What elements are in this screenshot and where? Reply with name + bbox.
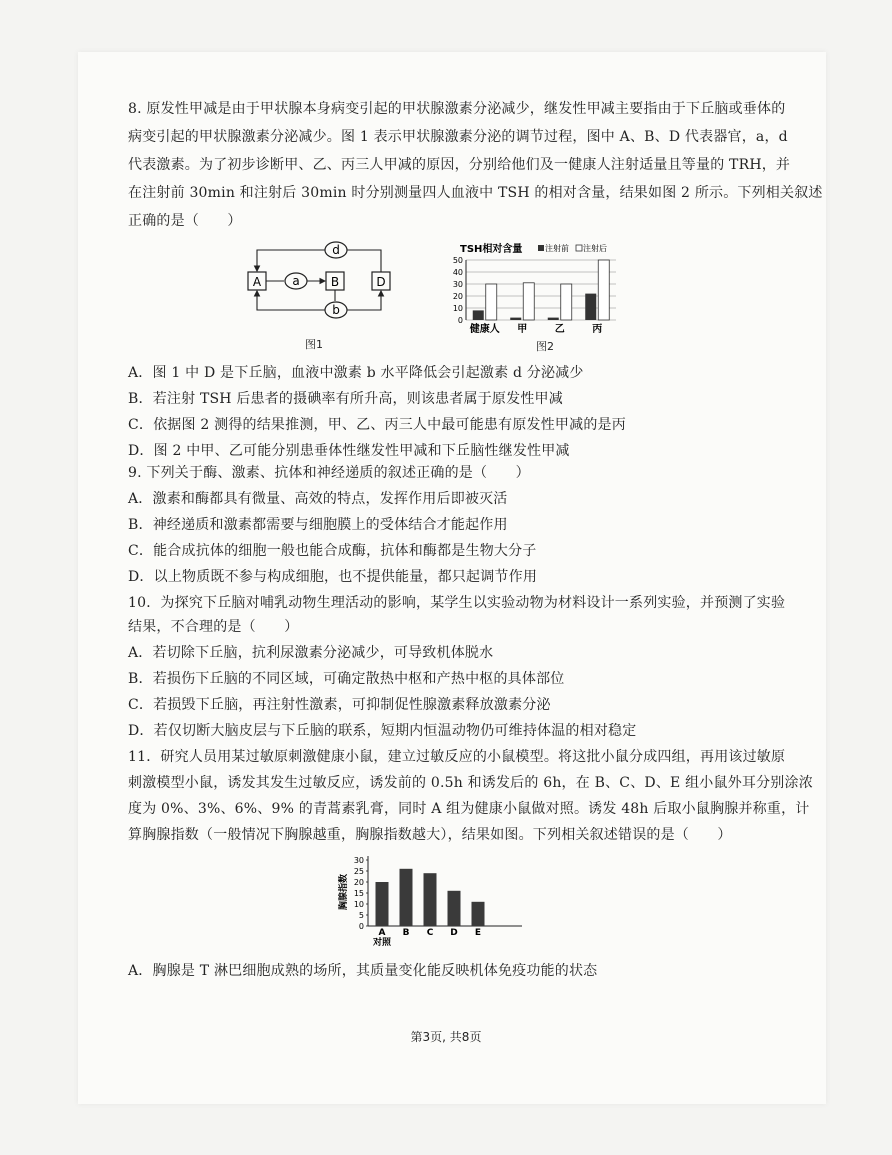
q10-stem-line-2: 结果，不合理的是（ ）: [128, 619, 299, 635]
q8-option-d: D．图 2 中甲、乙可能分别患垂体性继发性甲减和下丘脑性继发性甲减: [128, 443, 570, 459]
q10-option-b: B．若损伤下丘脑的不同区域，可确定散热中枢和产热中枢的具体部位: [128, 671, 565, 687]
fig2-y-tick: 0: [457, 316, 463, 325]
organ-B-label: B: [330, 275, 340, 289]
fig2-category-label: 乙: [554, 324, 565, 335]
fig2-bar-before: [585, 294, 596, 320]
fig3-category-label: B: [402, 928, 410, 938]
q11-stem-line-3: 度为 0%、3%、6%、9% 的青蒿素乳膏，同时 A 组为健康小鼠做对照。诱发 48h 后取小鼠胸腺并称重，计: [128, 801, 810, 817]
fig3-y-tick: 30: [353, 856, 364, 865]
fig3-y-label: 胸腺指数: [339, 873, 349, 911]
q8-stem-line-2: 病变引起的甲状腺激素分泌减少。图 1 表示甲状腺激素分泌的调节过程，图中 A、B、D 代表器官，a，d: [128, 129, 788, 145]
figure-1-caption: 图1: [305, 338, 323, 351]
fig3-bar: [376, 882, 389, 926]
hormone-a-label: a: [292, 274, 300, 288]
fig2-bar-after: [561, 284, 572, 320]
figure-2-chart: [440, 238, 620, 338]
fig3-y-tick: 10: [353, 900, 364, 909]
fig2-bar-before: [548, 318, 559, 320]
q11-stem-line-2: 刺激模型小鼠，诱发其发生过敏反应，诱发前的 0.5h 和诱发后的 6h，在 B、C、D、E 组小鼠外耳分别涂浓: [128, 775, 813, 791]
q8-stem-line-1: 8. 原发性甲减是由于甲状腺本身病变引起的甲状腺激素分泌减少，继发性甲减主要指由于下丘脑或垂体的: [128, 101, 786, 117]
fig2-bar-after: [486, 284, 497, 320]
organ-D-label: D: [376, 275, 386, 289]
q10-option-c: C．若损毁下丘脑，再注射性激素，可抑制促性腺激素释放激素分泌: [128, 697, 551, 713]
q9-option-a: A．激素和酶都具有微量、高效的特点，发挥作用后即被灭活: [128, 491, 508, 507]
fig3-category-label: E: [474, 928, 482, 938]
q8-stem-line-3: 代表激素。为了初步诊断甲、乙、丙三人甲减的原因，分别给他们及一健康人注射适量且等量的 TRH，并: [128, 157, 791, 173]
q11-option-a: A．胸腺是 T 淋巴细胞成熟的场所，其质量变化能反映机体免疫功能的状态: [128, 963, 598, 979]
fig2-bar-after: [598, 260, 609, 320]
q8-option-b: B．若注射 TSH 后患者的摄碘率有所升高，则该患者属于原发性甲减: [128, 391, 563, 407]
fig3-y-tick: 20: [353, 878, 364, 887]
fig2-bar-before: [473, 310, 484, 320]
fig2-category-label: 丙: [592, 324, 603, 335]
fig2-legend-swatch-before: [538, 245, 544, 251]
q8-stem-line-5: 正确的是（ ）: [128, 213, 242, 229]
fig2-y-tick: 20: [452, 292, 463, 301]
q8-stem-line-4: 在注射前 30min 和注射后 30min 时分别测量四人血液中 TSH 的相对含量，结果如图 2 所示。下列相关叙述: [128, 185, 823, 201]
page-footer: 第3页, 共8页: [410, 1030, 482, 1044]
q9-option-d: D．以上物质既不参与构成细胞，也不提供能量，都只起调节作用: [128, 569, 538, 585]
q8-option-c: C．依据图 2 测得的结果推测，甲、乙、丙三人中最可能患有原发性甲减的是丙: [128, 417, 626, 433]
q8-option-a: A．图 1 中 D 是下丘脑，血液中激素 b 水平降低会引起激素 d 分泌减少: [128, 365, 584, 381]
fig2-category-label: 甲: [517, 324, 528, 335]
fig3-category-label: C: [426, 928, 434, 938]
fig2-y-tick: 50: [452, 256, 463, 265]
fig2-y-tick: 10: [452, 304, 463, 313]
q9-option-b: B．神经递质和激素都需要与细胞膜上的受体结合才能起作用: [128, 517, 508, 533]
q9-option-c: C．能合成抗体的细胞一般也能合成酶，抗体和酶都是生物大分子: [128, 543, 537, 559]
fig3-bar: [448, 891, 461, 926]
figure-1-diagram: [240, 238, 400, 320]
fig2-y-tick: 30: [452, 280, 463, 289]
hormone-b-label: b: [332, 303, 340, 317]
fig2-legend-before: 注射前: [545, 244, 569, 253]
thymus-index-chart: [336, 852, 526, 952]
fig2-legend-after: 注射后: [583, 244, 607, 253]
hormone-d-label: d: [332, 243, 340, 257]
q10-stem-line-1: 10．为探究下丘脑对哺乳动物生理活动的影响，某学生以实验动物为材料设计一系列实验，并预测了实验: [128, 595, 786, 611]
organ-A-label: A: [252, 275, 262, 289]
q11-stem-line-4: 算胸腺指数（一般情况下胸腺越重，胸腺指数越大），结果如图。下列相关叙述错误的是（ ）: [128, 827, 732, 843]
fig2-bar-before: [510, 318, 521, 320]
fig2-legend-swatch-after: [576, 245, 582, 251]
fig3-category-label: D: [450, 928, 458, 938]
q10-option-a: A．若切除下丘脑，抗利尿激素分泌减少，可导致机体脱水: [128, 645, 494, 661]
fig3-y-tick: 15: [353, 889, 364, 898]
q9-stem: 9. 下列关于酶、激素、抗体和神经递质的叙述正确的是（ ）: [128, 465, 530, 481]
q10-option-d: D．若仅切断大脑皮层与下丘脑的联系，短期内恒温动物仍可维持体温的相对稳定: [128, 723, 637, 739]
fig3-category-label: A: [378, 928, 386, 938]
fig2-category-label: 健康人: [469, 324, 500, 335]
fig3-bar: [424, 873, 437, 926]
fig2-bar-after: [523, 283, 534, 320]
fig3-y-tick: 5: [358, 911, 364, 920]
fig2-y-tick: 40: [452, 268, 463, 277]
figure-2-caption: 图2: [536, 340, 554, 353]
fig2-title: TSH相对含量: [460, 244, 523, 255]
fig3-bar: [472, 902, 485, 926]
fig3-control-note: 对照: [372, 938, 392, 948]
q11-stem-line-1: 11．研究人员用某过敏原刺激健康小鼠，建立过敏反应的小鼠模型。将这批小鼠分成四组，再用该过敏原: [128, 749, 786, 765]
fig3-bar: [400, 869, 413, 926]
fig3-y-tick: 25: [353, 867, 364, 876]
fig3-y-tick: 0: [358, 922, 364, 931]
